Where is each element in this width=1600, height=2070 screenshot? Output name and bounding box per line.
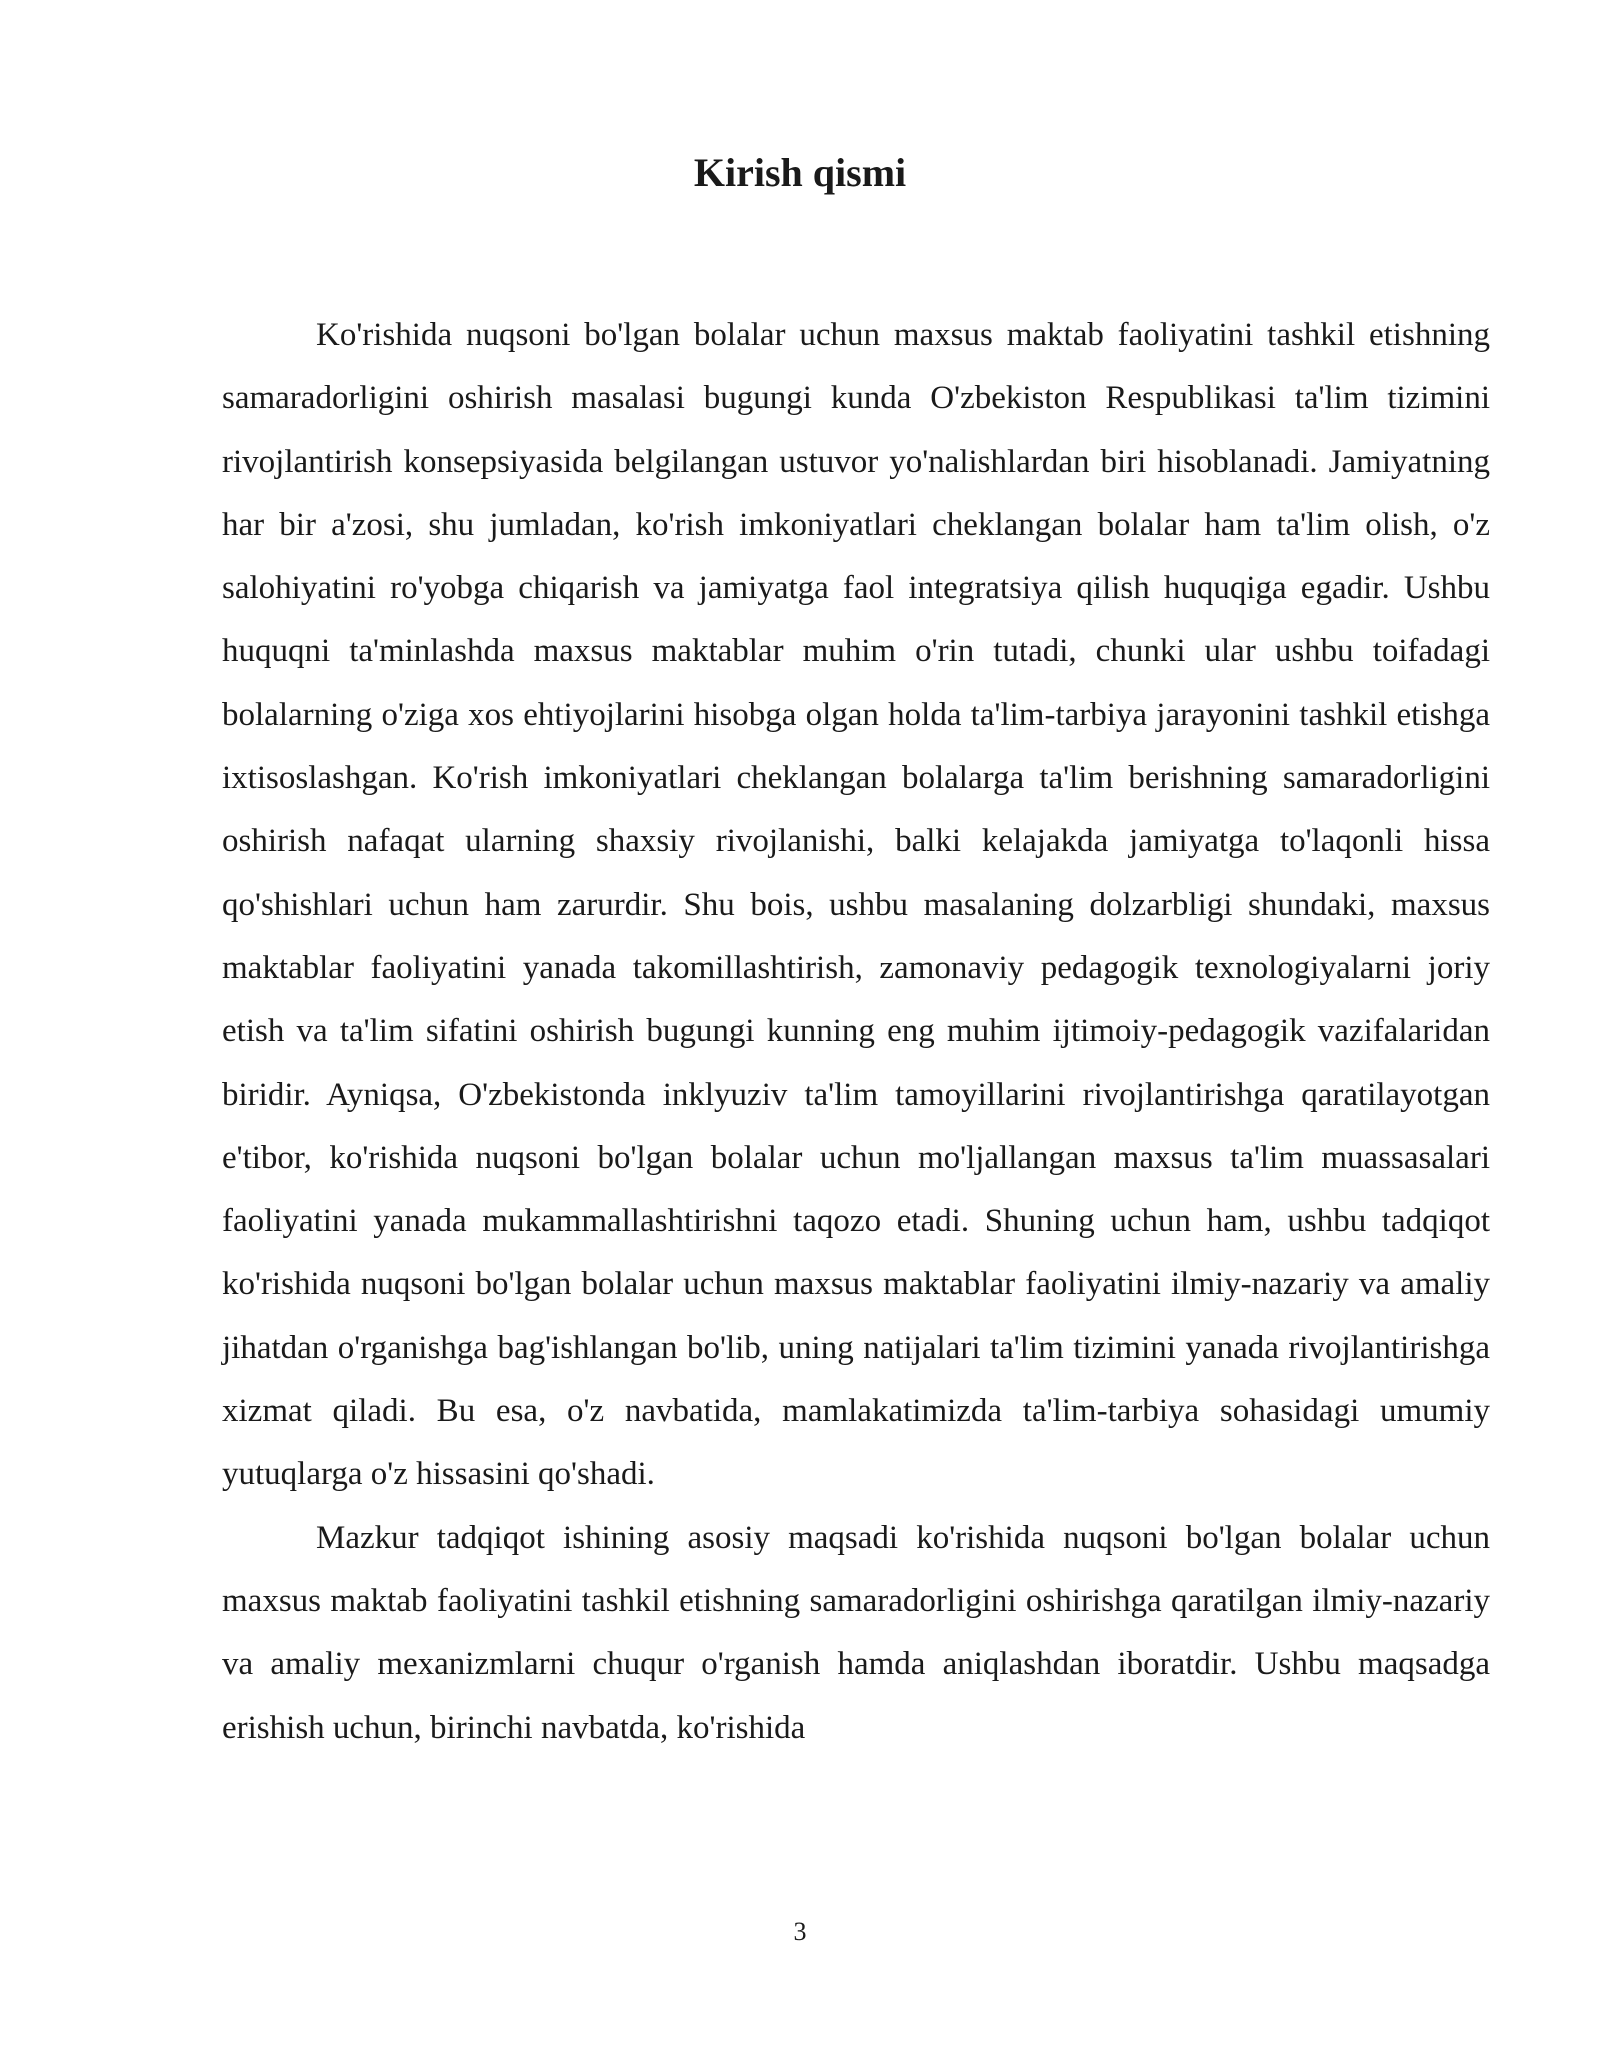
- paragraph: Mazkur tadqiqot ishining asosiy maqsadi ko'rishida nuqsoni bo'lgan bolalar uchun maxsus maktab faoliyatini tashkil etishning samaradorligini oshirishga qaratilgan ilmiy-nazariy va amaliy mexanizmlarni chuqur o'rganish hamda aniqlashdan iboratdir. Ushbu maqsadga erishish uchun, birinchi navbatda, ko'rishida: [222, 1519, 1490, 1746]
- paragraph: Ko'rishida nuqsoni bo'lgan bolalar uchun maxsus maktab faoliyatini tashkil etishning samaradorligini oshirish masalasi bugungi kunda O'zbekiston Respublikasi ta'lim tizimini rivojlantirish konsepsiyasida belgilangan ustuvor yo'nalishlardan biri hisoblanadi. Jamiyatning har bir a'zosi, shu jumladan, ko'rish imkoniyatlari cheklangan bolalar ham ta'lim olish, o'z salohiyatini ro'yobga chiqarish va jamiyatga faol integratsiya qilish huquqiga egadir. Ushbu huquqni ta'minlashda maxsus maktablar muhim o'rin tutadi, chunki ular ushbu toifadagi bolalarning o'ziga xos ehtiyojlarini hisobga olgan holda ta'lim-tarbiya jarayonini tashkil etishga ixtisoslashgan. Ko'rish imkoniyatlari cheklangan bolalarga ta'lim berishning samaradorligini oshirish nafaqat ularning shaxsiy rivojlanishi, balki kelajakda jamiyatga to'laqonli hissa qo'shishlari uchun ham zarurdir. Shu bois, ushbu masalaning dolzarbligi shundaki, maxsus maktablar faoliyatini yanada takomillashtirish, zamonaviy pedagogik texnologiyalarni joriy etish va ta'lim sifatini oshirish bugungi kunning eng muhim ijtimoiy-pedagogik vazifalaridan biridir. Ayniqsa, O'zbekistonda inklyuziv ta'lim tamoyillarini rivojlantirishga qaratilayotgan e'tibor, ko'rishida nuqsoni bo'lgan bolalar uchun mo'ljallangan maxsus ta'lim muassasalari faoliyatini yanada mukammallashtirishni taqozo etadi. Shuning uchun ham, ushbu tadqiqot ko'rishida nuqsoni bo'lgan bolalar uchun maxsus maktablar faoliyatini ilmiy-nazariy va amaliy jihatdan o'rganishga bag'ishlangan bo'lib, uning natijalari ta'lim tizimini yanada rivojlantirishga xizmat qiladi. Bu esa, o'z navbatida, mamlakatimizda ta'lim-tarbiya sohasidagi umumiy yutuqlarga o'z hissasini qo'shadi.: [222, 317, 1490, 1493]
- page-number: 3: [793, 1917, 807, 1946]
- page-title: Kirish qismi: [693, 150, 907, 195]
- document-body: [222, 304, 1490, 1760]
